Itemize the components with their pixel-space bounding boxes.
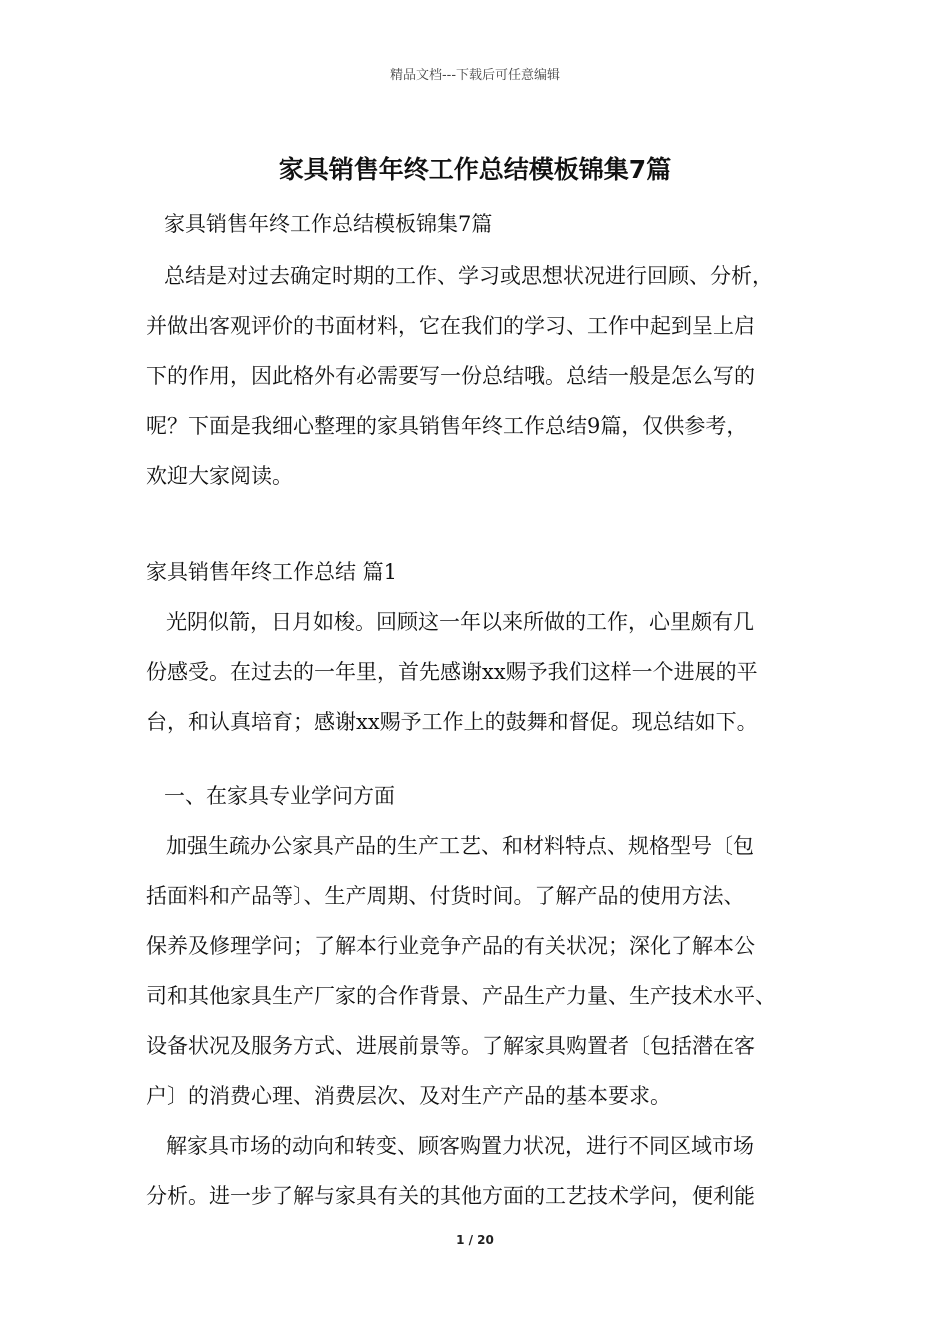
body-line: 保养及修理学问；了解本行业竞争产品的有关状况；深化了解本公 (146, 934, 755, 958)
body-line: 司和其他家具生产厂家的合作背景、产品生产力量、生产技术水平、 (146, 984, 776, 1008)
section-heading: 家具销售年终工作总结 篇1 (146, 560, 398, 584)
body-line: 呢？下面是我细心整理的家具销售年终工作总结9篇，仅供参考， (146, 414, 748, 438)
body-line: 光阴似箭，日月如梭。回顾这一年以来所做的工作，心里颇有几 (166, 610, 754, 634)
body-line: 解家具市场的动向和转变、顾客购置力状况，进行不同区域市场 (166, 1134, 754, 1158)
body-line: 分析。进一步了解与家具有关的其他方面的工艺技术学问，便利能 (146, 1184, 755, 1208)
subtitle-line: 家具销售年终工作总结模板锦集7篇 (164, 212, 493, 236)
subsection-heading: 一、在家具专业学问方面 (164, 784, 395, 808)
body-line: 户〕的消费心理、消费层次、及对生产产品的基本要求。 (146, 1084, 671, 1108)
body-line: 份感受。在过去的一年里，首先感谢xx赐予我们这样一个进展的平 (146, 660, 758, 684)
body-line: 台，和认真培育；感谢xx赐予工作上的鼓舞和督促。现总结如下。 (146, 710, 758, 734)
body-line: 括面料和产品等〕、生产周期、付货时间。了解产品的使用方法、 (146, 884, 745, 908)
body-line: 下的作用，因此格外有必需要写一份总结哦。总结一般是怎么写的 (146, 364, 755, 388)
document-title: 家具销售年终工作总结模板锦集7篇 (278, 155, 672, 184)
body-line: 设备状况及服务方式、进展前景等。了解家具购置者〔包括潜在客 (146, 1034, 755, 1058)
body-line: 欢迎大家阅读。 (146, 464, 293, 488)
body-line: 加强生疏办公家具产品的生产工艺、和材料特点、规格型号〔包 (166, 834, 754, 858)
page-number: 1 / 20 (456, 1233, 494, 1247)
body-line: 并做出客观评价的书面材料，它在我们的学习、工作中起到呈上启 (146, 314, 755, 338)
body-line: 总结是对过去确定时期的工作、学习或思想状况进行回顾、分析， (164, 264, 773, 288)
page-header: 精品文档---下载后可任意编辑 (389, 68, 561, 83)
